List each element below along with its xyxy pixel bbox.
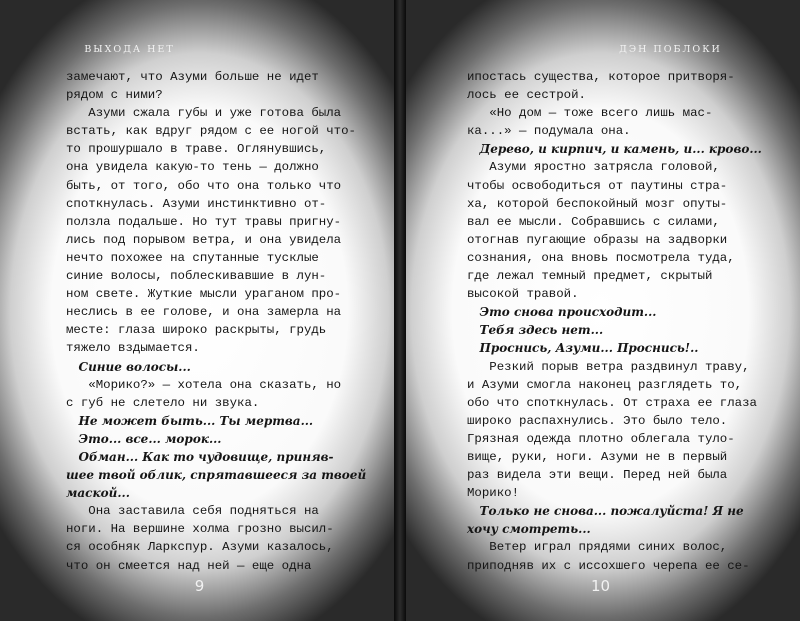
text-line: Тебя здесь нет... — [467, 323, 604, 338]
text-line: синие волосы, поблескивавшие в лун- — [66, 269, 327, 284]
text-line: нечто похожее на спутанные тусклые — [66, 250, 319, 265]
text-line: месте: глаза широко раскрыты, грудь — [66, 323, 327, 338]
text-line: чтобы освободиться от паутины стра- — [467, 178, 728, 193]
text-line: ся особняк Ларкспур. Азуми казалось, — [66, 540, 334, 555]
text-line: что он смеется над ней — еще одна — [66, 558, 312, 573]
text-line: обо что споткнулась. От страха ее глаза — [467, 395, 757, 410]
text-line: Грязная одежда плотно облегала туло- — [467, 431, 735, 446]
text-line: ха, которой беспокойный мозг опуты- — [467, 196, 728, 211]
text-line: Синие волосы... — [66, 359, 191, 374]
text-line: шее твой облик, спрятавшееся за твоей — [66, 468, 367, 483]
text-line: она увидела какую-то тень — должно — [66, 160, 319, 175]
book-gutter — [394, 0, 406, 621]
text-line: ползла подальше. Но тут травы пригну- — [66, 214, 342, 229]
text-line: сознания, она вновь посмотрела туда, — [467, 250, 735, 265]
text-line: встать, как вдруг рядом с ее ногой что- — [66, 124, 356, 139]
text-line: Это... все... морок... — [66, 431, 222, 446]
text-line: с губ не слетело ни звука. — [66, 395, 260, 410]
text-line: лись под порывом ветра, и она увидела — [66, 232, 342, 247]
text-line: широко распахнулись. Это было тело. — [467, 413, 728, 428]
text-line: ка...» — подумала она. — [467, 124, 631, 139]
text-line: неслись в ее голове, и она замерла на — [66, 305, 342, 320]
text-line: лось ее сестрой. — [467, 88, 586, 103]
text-line: Это снова происходит... — [467, 305, 657, 320]
text-line: «Морико?» — хотела она сказать, но — [66, 377, 342, 392]
right-page — [400, 0, 800, 621]
text-line: Не может быть... Ты мертва... — [66, 413, 314, 428]
right-running-head: ДЭН ПОБЛОКИ — [619, 44, 722, 55]
text-line: Азуми яростно затрясла головой, — [467, 160, 720, 175]
text-line: раз видела эти вещи. Перед ней была — [467, 468, 728, 483]
text-line: Дерево, и кирпич, и камень, и... крово... — [467, 142, 762, 157]
text-line: ноги. На вершине холма грозно высил- — [66, 522, 334, 537]
text-line: Обман... Как то чудовище, приняв- — [66, 449, 334, 464]
left-running-head: ВЫХОДА НЕТ — [84, 44, 175, 55]
text-line: отогнав пугающие образы на задворки — [467, 232, 728, 247]
text-line: Ветер играл прядями синих волос, — [467, 540, 728, 555]
text-line: споткнулась. Азуми инстинктивно от- — [66, 196, 327, 211]
text-line: где лежал темный предмет, скрытый — [467, 269, 713, 284]
text-line: Резкий порыв ветра раздвинул траву, — [467, 359, 750, 374]
text-line: Только не снова... пожалуйста! Я не — [467, 504, 744, 519]
text-line: то прошуршало в траве. Оглянувшись, — [66, 142, 327, 157]
left-page-number: 9 — [194, 577, 205, 595]
text-line: ипостась существа, которое притворя- — [467, 70, 735, 84]
text-line: Азуми сжала губы и уже готова была — [66, 106, 342, 121]
text-line: Проснись, Азуми... Проснись!.. — [467, 341, 699, 356]
text-line: ном свете. Жуткие мысли ураганом про- — [66, 287, 342, 302]
text-line: приподняв их с иссохшего черепа ее се- — [467, 558, 750, 573]
text-line: хочу смотреть... — [467, 522, 591, 537]
text-line: вал ее мысли. Собравшись с силами, — [467, 214, 720, 229]
left-page-text — [66, 68, 367, 575]
text-line: вище, руки, ноги. Азуми не в первый — [467, 449, 728, 464]
right-page-number: 10 — [590, 577, 611, 595]
text-line: быть, от того, обо что она только что — [66, 178, 342, 193]
text-line: Она заставила себя подняться на — [66, 504, 319, 519]
text-line: замечают, что Азуми больше не идет — [66, 70, 319, 84]
right-page-text — [467, 68, 762, 575]
text-line: и Азуми смогла наконец разглядеть то, — [467, 377, 743, 392]
text-line: маской... — [66, 486, 130, 501]
text-line: Морико! — [467, 486, 520, 501]
text-line: рядом с ними? — [66, 88, 163, 103]
text-line: высокой травой. — [467, 287, 579, 302]
text-line: «Но дом — тоже всего лишь мас- — [467, 106, 713, 121]
text-line: тяжело вздымается. — [66, 341, 200, 356]
